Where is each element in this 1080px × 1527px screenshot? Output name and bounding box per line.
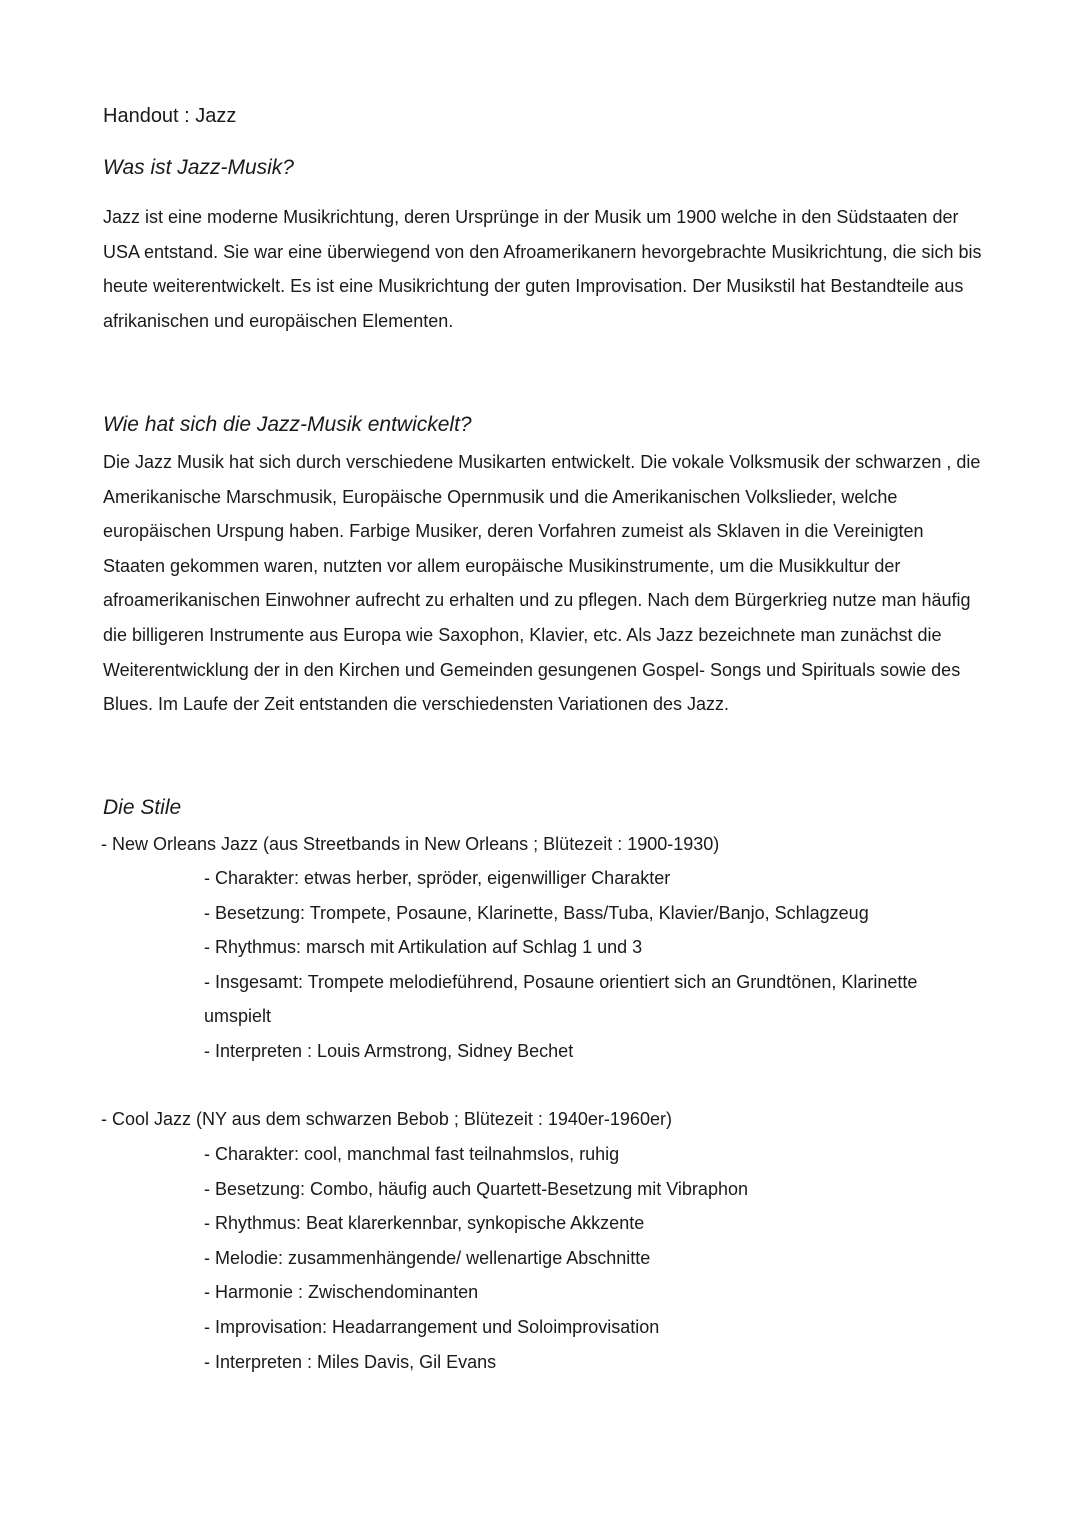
list-item: - Charakter: cool, manchmal fast teilnahmslos, ruhig: [204, 1144, 620, 1164]
section-heading-was-ist-jazz: Was ist Jazz-Musik?: [103, 156, 294, 179]
list-item: - Besetzung: Combo, häufig auch Quartett-Besetzung mit Vibraphon: [204, 1178, 748, 1199]
section-heading-entwicklung: Wie hat sich die Jazz-Musik entwickelt?: [103, 413, 472, 436]
section-body-entwicklung: Die Jazz Musik hat sich durch verschiedene Musikarten entwickelt. Die vokale Volksmusik der schwarzen , die Amerikanische Marschmusik, Europäische Opernmusik und die Amerikanischen Volkslieder, welche europäischen Urspung haben. Farbige Musiker, deren Vorfahren zumeist als Sklaven in die Vereinigten Staaten gekommen waren, nutzten vor allem europäische Musikinstrumente, um die Musikkultur der afroamerikanischen Einwohner aufrecht zu erhalten und zu pflegen. Nach dem Bürgerkrieg nutze man häufig die billigeren Instrumente aus Europa wie Saxophon, Klavier, etc. Als Jazz bezeichnete man zunächst die Weiterentwicklung der in den Kirchen und Gemeinden gesungenen Gospel- Songs und Spirituals sowie des Blues. Im Laufe der Zeit entstanden die verschiedensten Variationen des Jazz.: [103, 452, 981, 715]
list-item: - Interpreten : Louis Armstrong, Sidney Bechet: [204, 1040, 574, 1061]
style-new-orleans-attributes: [204, 861, 984, 1069]
section-heading-die-stile: Die Stile: [103, 796, 182, 819]
list-item: - Charakter: etwas herber, spröder, eigenwilliger Charakter: [204, 868, 671, 888]
style-cool-jazz: - Cool Jazz (NY aus dem schwarzen Bebob ; Blütezeit : 1940er-1960er): [101, 1109, 672, 1129]
style-cool-jazz-attributes: [204, 1137, 984, 1379]
style-new-orleans-jazz: - New Orleans Jazz (aus Streetbands in New Orleans ; Blütezeit : 1900-1930): [101, 834, 720, 854]
list-item: - Besetzung: Trompete, Posaune, Klarinette, Bass/Tuba, Klavier/Banjo, Schlagzeug: [204, 902, 869, 923]
list-item: - Interpreten : Miles Davis, Gil Evans: [204, 1351, 497, 1372]
document-title: Handout : Jazz: [103, 105, 237, 127]
list-item: - Improvisation: Headarrangement und Soloimprovisation: [204, 1316, 660, 1337]
list-item: - Rhythmus: Beat klarerkennbar, synkopische Akkzente: [204, 1213, 645, 1234]
section-body-was-ist-jazz: Jazz ist eine moderne Musikrichtung, deren Ursprünge in der Musik um 1900 welche in den Südstaaten der USA entstand. Sie war eine überwiegend von den Afroamerikanern hevorgebrachte Musikrichtung, die sich bis heute weiterentwickelt. Es ist eine Musikrichtung der guten Improvisation. Der Musikstil hat Bestandteile aus afrikanischen und europäischen Elementen.: [103, 207, 982, 331]
list-item: - Insgesamt: Trompete melodieführend, Posaune orientiert sich an Grundtönen, Klarinette umspielt: [204, 971, 918, 1027]
list-item: - Harmonie : Zwischendominanten: [204, 1282, 479, 1303]
list-item: - Rhythmus: marsch mit Artikulation auf Schlag 1 und 3: [204, 937, 643, 958]
list-item: - Melodie: zusammenhängende/ wellenartige Abschnitte: [204, 1247, 651, 1268]
